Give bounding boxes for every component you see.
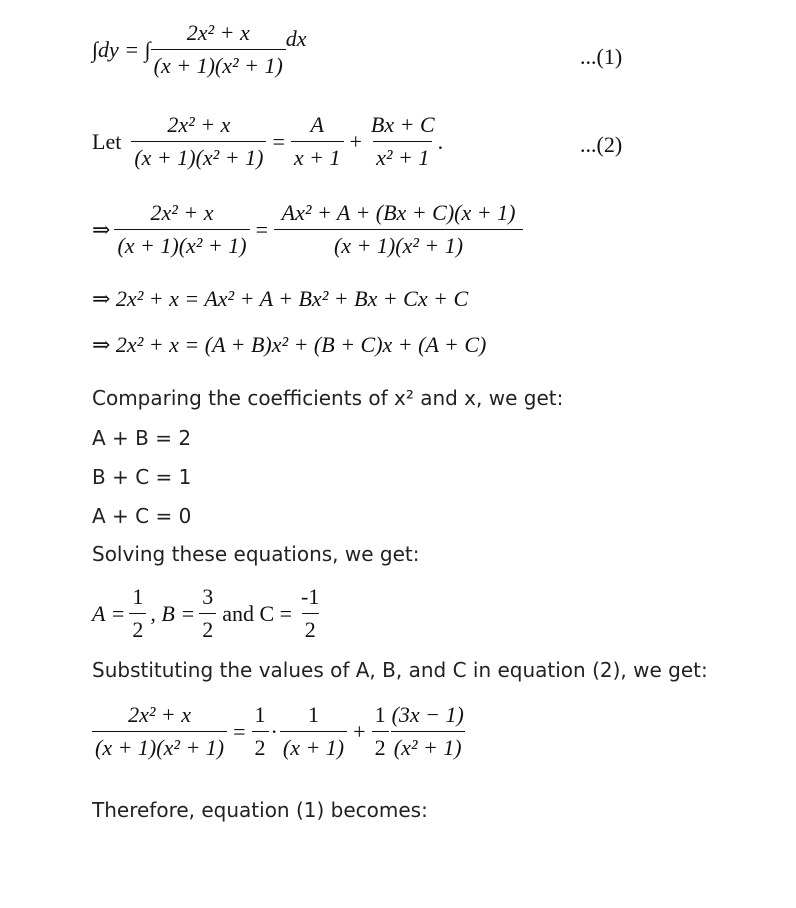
denominator: (x + 1)(x² + 1) — [151, 49, 286, 79]
numerator: 2x² + x — [167, 112, 231, 137]
fraction — [131, 112, 266, 171]
fraction — [252, 702, 269, 761]
equation-4: ⇒ 2x² + x = Ax² + A + Bx² + Bx + Cx + C — [92, 286, 469, 311]
denominator: (x + 1) — [280, 731, 347, 761]
fraction — [298, 584, 322, 643]
numerator: 1 — [374, 702, 386, 727]
equation-ref-2: ...(2) — [580, 132, 623, 157]
numerator: A — [310, 112, 324, 137]
numerator: 2x² + x — [186, 20, 250, 45]
therefore-text: Therefore, equation (1) becomes: — [92, 798, 428, 822]
fraction — [280, 702, 347, 761]
integral-lhs: ∫dy = ∫ — [92, 36, 151, 62]
plus-sign: + — [353, 718, 366, 744]
b-label: , B = — [150, 600, 196, 626]
fraction — [151, 20, 286, 79]
numerator: 1 — [254, 702, 266, 727]
denominator: 2 — [302, 613, 319, 643]
equation-final — [92, 702, 467, 761]
denominator: (x + 1)(x² + 1) — [274, 229, 523, 259]
equals-sign: = — [233, 718, 246, 744]
numerator: Ax² + A + (Bx + C)(x + 1) — [281, 200, 516, 225]
denominator: (x + 1)(x² + 1) — [92, 731, 227, 761]
fraction — [129, 584, 146, 643]
numerator: 3 — [202, 584, 214, 609]
equation-ref-1: ...(1) — [580, 44, 623, 69]
fraction — [92, 702, 227, 761]
denominator: x + 1 — [291, 141, 344, 171]
equation-a-plus-b: A + B = 2 — [92, 426, 192, 450]
fraction — [372, 702, 389, 761]
compare-text: Comparing the coefficients of x² and x, we get: — [92, 386, 564, 410]
fraction — [389, 702, 467, 761]
denominator: (x + 1)(x² + 1) — [114, 229, 249, 259]
substituting-text: Substituting the values of A, B, and C in equation (2), we get: — [92, 658, 708, 682]
denominator: 2 — [199, 613, 216, 643]
numerator: (3x − 1) — [391, 702, 464, 727]
denominator: (x + 1)(x² + 1) — [131, 141, 266, 171]
fraction — [368, 112, 438, 171]
fraction — [199, 584, 216, 643]
implies-arrow: ⇒ — [92, 216, 111, 242]
and-c-label: and C = — [222, 600, 293, 626]
equals-sign: = — [255, 216, 268, 242]
fraction — [114, 200, 249, 259]
denominator: 2 — [372, 731, 389, 761]
numerator: 1 — [308, 702, 319, 727]
solution-values — [92, 584, 322, 643]
denominator: 2 — [252, 731, 269, 761]
equation-b-plus-c: B + C = 1 — [92, 465, 192, 489]
numerator: -1 — [301, 584, 320, 609]
equation-2: Let $\frac{\text{2x² + x}}{\text{(x + 1)(x² + 1)}}$ = $\frac{A}{x + 1}$ + $\frac{Bx + C}{\text{x² + 1}}$ . — [92, 112, 444, 170]
fraction — [274, 200, 523, 259]
equals-sign: = — [272, 128, 285, 154]
fraction — [291, 112, 344, 171]
equation-5: ⇒ 2x² + x = (A + B)x² + (B + C)x + (A + C) — [92, 332, 487, 357]
equation-3 — [92, 200, 523, 259]
a-label: A = — [92, 600, 126, 626]
numerator: 2x² + x — [150, 200, 214, 225]
equation-1 — [92, 20, 307, 79]
numerator: Bx + C — [370, 112, 435, 137]
equation-a-plus-c: A + C = 0 — [92, 504, 192, 528]
dot-operator: · — [270, 718, 278, 744]
numerator: 2x² + x — [128, 702, 192, 727]
denominator: x² + 1 — [373, 141, 432, 171]
denominator: 2 — [129, 613, 146, 643]
let-label: Let — [92, 128, 122, 154]
numerator: 1 — [132, 584, 144, 609]
denominator: (x² + 1) — [391, 731, 465, 761]
solving-text: Solving these equations, we get: — [92, 542, 420, 566]
differential: dx — [285, 25, 307, 51]
plus-sign: + — [349, 128, 362, 154]
